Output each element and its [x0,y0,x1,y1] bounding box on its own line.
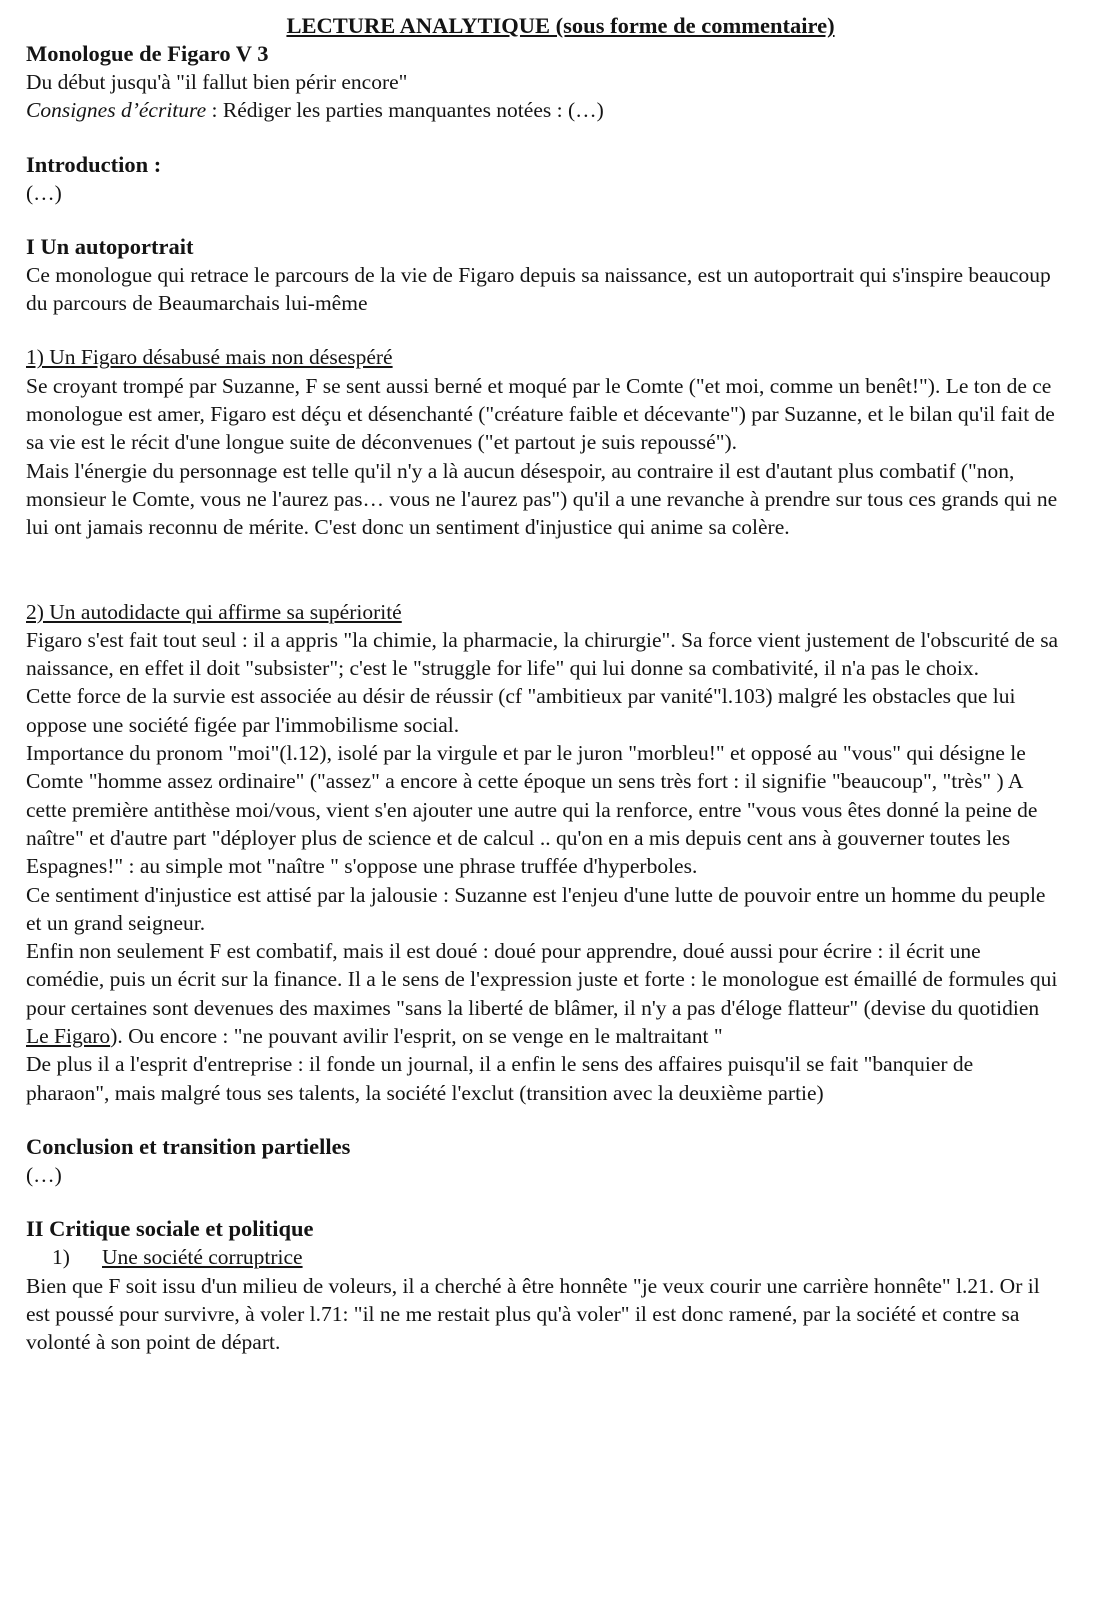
part1-sub2-heading: 2) Un autodidacte qui affirme sa supériorité [26,599,402,624]
extract-line: Du début jusqu'à "il fallut bien périr encore" [26,70,408,94]
part2-sub1-number: 1) [52,1245,70,1270]
part2-sub1-heading [26,1243,1059,1271]
paragraph: Ce sentiment d'injustice est attisé par la jalousie : Suzanne est l'enjeu d'une lutte de pouvoir entre un homme du peuple et un grand seigneur. [26,882,1046,935]
paragraph: Se croyant trompé par Suzanne, F se sent aussi berné et moqué par le Comte ("et moi, comme un benêt!"). Le ton de ce monologue est amer, Figaro est déçu et désenchanté ("créature faible et décevante") par Suzanne, et le bilan qu'il fait de sa vie est le récit d'une longue suite de déconvenues ("et partout je suis repoussé"). [26,373,1055,455]
para-text: Enfin non seulement F est combatif, mais il est doué : doué pour apprendre, doué aussi pour écrire : il écrit une comédie, puis un écrit sur la finance. Il a le sens de l'expression juste et forte : le monologue est émaillé de formules qui pour certaines sont devenues des maximes "sans la liberté de blâmer, il n'y a pas d'éloge flatteur" (devise du quotidien [26,939,1058,1020]
part2-sub1-title: Une société corruptrice [102,1245,303,1270]
paragraph: Bien que F soit issu d'un milieu de voleurs, il a cherché à être honnête "je veux courir une carrière honnête" l.21. Or il est poussé pour survivre, à voler l.71: "il ne me restait plus qu'à voler" il est donc ramené, par la société et contre sa volonté à son point de départ. [26,1273,1040,1355]
instructions-line [26,96,1059,124]
instructions-text: : Rédiger les parties manquantes notées : (…) [206,98,604,123]
part1-lead: Ce monologue qui retrace le parcours de la vie de Figaro depuis sa naissance, est un autoportrait qui s'inspire beaucoup du parcours de Beaumarchais lui-même [26,262,1051,316]
document-title: LECTURE ANALYTIQUE (sous forme de commentaire) [286,13,835,38]
para-text: ). Ou encore : "ne pouvant avilir l'esprit, on se venge en le maltraitant " [110,1024,723,1049]
part1-sub1-heading: 1) Un Figaro désabusé mais non désespéré [26,345,393,370]
conclusion-placeholder: (…) [26,1162,62,1187]
newspaper-title: Le Figaro [26,1024,111,1049]
intro-placeholder: (…) [26,180,62,205]
part2-heading: II Critique sociale et politique [26,1216,314,1242]
paragraph: Figaro s'est fait tout seul : il a appris "la chimie, la pharmacie, la chirurgie". Sa force vient justement de l'obscurité de sa naissance, en effet il doit "subsister"; c'est le "struggle for life" qui lui donne sa combativité, il n'a pas le choix. [26,627,1059,681]
part1-heading: I Un autoportrait [26,233,194,259]
paragraph: Cette force de la survie est associée au désir de réussir (cf "ambitieux par vanité"l.103) malgré les obstacles que lui oppose une société figée par l'immobilisme social. [26,684,1016,737]
paragraph: Importance du pronom "moi"(l.12), isolé par la virgule et par le juron "morbleu!" et opposé au "vous" qui désigne le Comte "homme assez ordinaire" ("assez" a encore à cette époque un sens très fort : il signifie "beaucoup", "très" ) A cette première antithèse moi/vous, vient s'en ajouter une autre qui la renforce, entre "vous vous êtes donné la peine de naître" et d'autre part "déployer plus de science et de calcul .. qu'on en a mis depuis cent ans à gouverner toutes les Espagnes!" : au simple mot "naître " s'oppose une phrase truffée d'hyperboles. [26,741,1038,879]
instructions-label: Consignes d’écriture [26,98,207,123]
document-subtitle: Monologue de Figaro V 3 [26,41,269,66]
intro-heading: Introduction : [26,151,162,177]
paragraph [26,937,1059,1050]
conclusion-heading: Conclusion et transition partielles [26,1133,351,1159]
paragraph: Mais l'énergie du personnage est telle qu'il n'y a là aucun désespoir, au contraire il est d'autant plus combatif ("non, monsieur le Comte, vous ne l'aurez pas… vous ne l'aurez pas") qu'il a une revanche à prendre sur tous ces grands qui ne lui ont jamais reconnu de mérite. C'est donc un sentiment d'injustice qui anime sa colère. [26,458,1058,540]
paragraph: De plus il a l'esprit d'entreprise : il fonde un journal, il a enfin le sens des affaires puisqu'il se fait "banquier de pharaon", mais malgré tous ses talents, la société l'exclut (transition avec la deuxième partie) [26,1052,974,1105]
